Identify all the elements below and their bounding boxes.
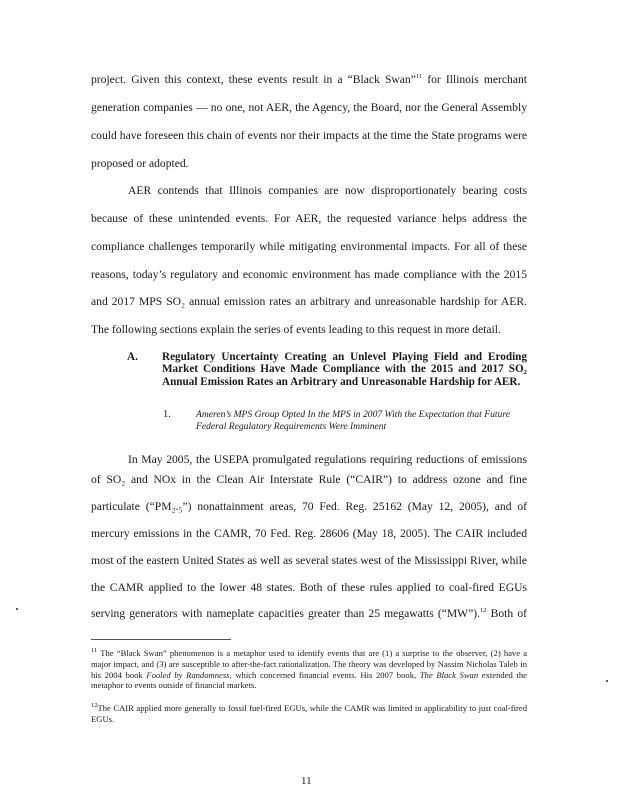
body-line: The following sections explain the series of events leading to this request in more detail. (91, 323, 501, 336)
footnote-12: $^{12}$The CAIR applied more generally to fossil fuel-fired EGUs, while the CAMR was limited in applicability to just coal-fired EGUs. (91, 702, 527, 724)
body-line: could have foreseen this chain of events nor their impacts at the time the State programs were (91, 129, 527, 142)
body-line: the CAMR applied to the lower 48 states. Both of these rules applied to coal-fired EGUs (91, 581, 527, 594)
footnote-11: $^{11}$ The “Black Swan” phenomenon is a metaphor used to identify events that are (1) a surprise to the observer, (2) have a major impact, and (3) are susceptible to after-the-fact rationalization. The theory was developed by Nassim Nicholas Taleb in his 2004 book Fooled by Randomness, which concerned financial events. His 2007 book, The Black Swan extended the metaphor to events outside of financial markets. (91, 647, 528, 691)
body-line: generation companies — no one, not AER, the Agency, the Board, nor the General Assembly (91, 101, 527, 114)
body-line: most of the eastern United States as well as several states west of the Mississippi River, while (91, 554, 527, 567)
body-line: because of these unintended events. For AER, the requested variance helps address the (91, 212, 527, 225)
body-line: reasons, today’s regulatory and economic environment has made compliance with the 2015 (91, 268, 527, 281)
scan-speck (606, 680, 608, 682)
section-heading: Regulatory Uncertainty Creating an Unlevel Playing Field and Eroding Market Conditions Have Made Compliance with the 2015 and 2017 SO₂ Annual Emission Rates an Arbitrary and Unreasonable Hardship for AER. (162, 351, 527, 388)
body-line: of SO₂ and NOx in the Clean Air Interstate Rule (“CAIR”) to address ozone and fine (91, 473, 527, 486)
page-number: 11 (301, 775, 312, 787)
body-line: and 2017 MPS SO₂ annual emission rates an arbitrary and unreasonable hardship for AER. (91, 295, 527, 308)
body-line: serving generators with nameplate capacities greater than 25 megawatts (“MW”).$^{12}$ Both of (91, 607, 527, 620)
section-letter: A. (127, 351, 138, 363)
body-line: proposed or adopted. (91, 157, 189, 170)
body-line: compliance challenges temporarily while mitigating environmental impacts. For all of these (91, 240, 527, 253)
body-line: In May 2005, the USEPA promulgated regulations requiring reductions of emissions (128, 453, 527, 466)
body-line: project. Given this context, these events result in a “Black Swan”$^{11}$ for Illinois merchant (91, 73, 528, 86)
footnote-divider (91, 639, 231, 640)
body-line: mercury emissions in the CAMR, 70 Fed. Reg. 28606 (May 18, 2005). The CAIR included (91, 527, 527, 540)
subsection-number: 1. (163, 409, 171, 420)
body-line: AER contends that Illinois companies are now disproportionately bearing costs (128, 184, 527, 197)
body-line: particulate (“PM₂.₅”) nonattainment areas, 70 Fed. Reg. 25162 (May 12, 2005), and of (91, 500, 527, 513)
footnote-ref[interactable]: 12 (480, 607, 487, 615)
subsection-heading: Ameren’s MPS Group Opted In the MPS in 2007 With the Expectation that Future Federal Regulatory Requirements Were Imminent (196, 409, 510, 432)
footnote-ref[interactable]: 11 (415, 73, 423, 81)
scan-speck (16, 608, 18, 610)
